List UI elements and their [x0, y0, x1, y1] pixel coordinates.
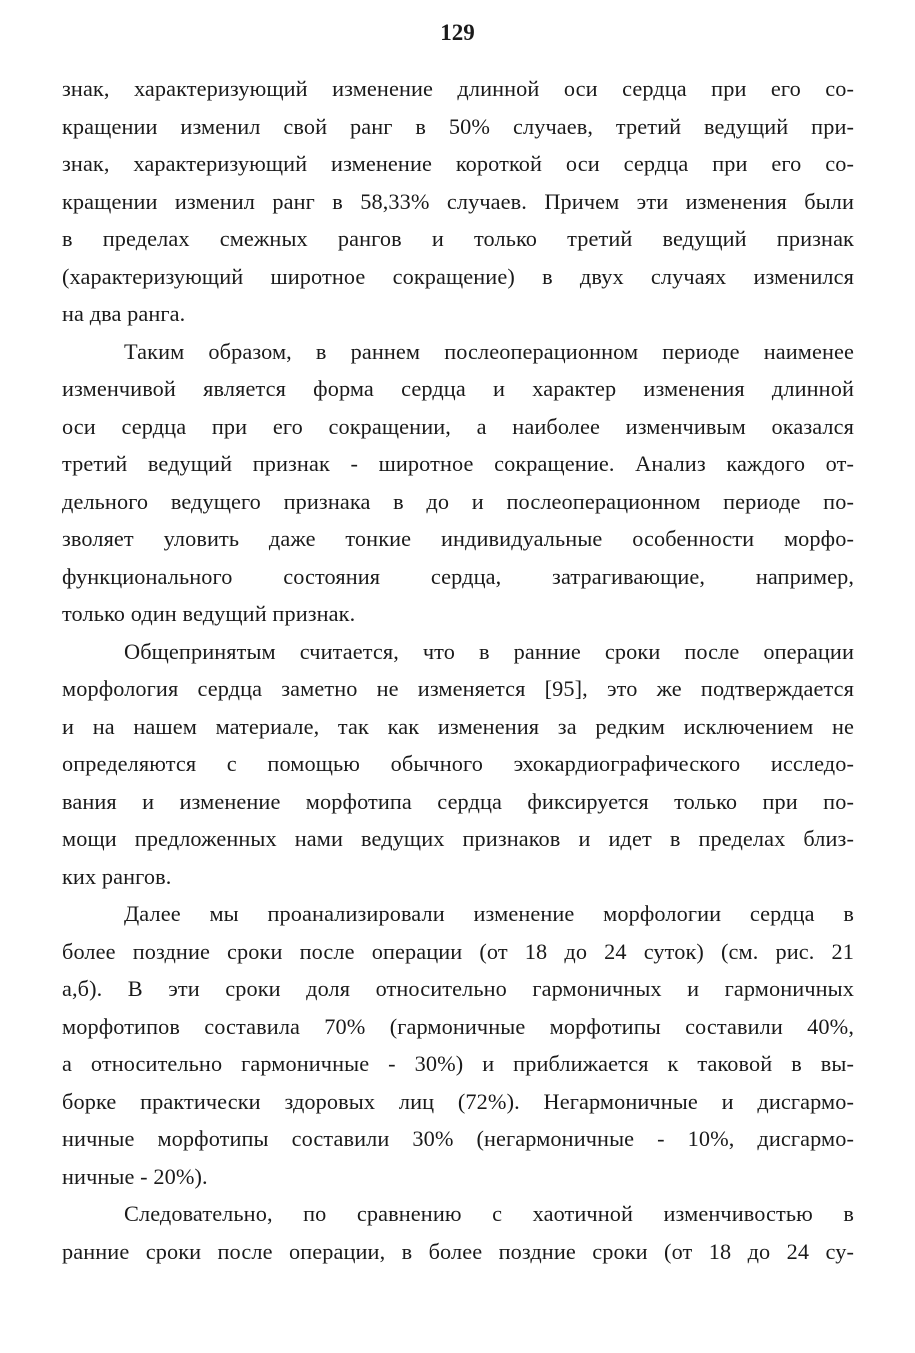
text-line: ничные - 20%). — [62, 1163, 208, 1189]
text-line: Общепринятым считается, что в ранние сроки после операции — [124, 638, 854, 664]
paragraph-2 — [62, 333, 854, 633]
document-body — [62, 70, 854, 1270]
text-line: определяются с помощью обычного эхокардиографического исследо- — [62, 751, 854, 776]
text-line: в пределах смежных рангов и только третий ведущий признак — [62, 226, 854, 251]
text-line: более поздние сроки после операции (от 18 до 24 суток) (см. рис. 21 — [62, 938, 854, 964]
paragraph-5 — [62, 1195, 854, 1270]
text-line: кращении изменил ранг в 58,33% случаев. Причем эти изменения были — [62, 188, 854, 214]
text-line: (характеризующий широтное сокращение) в двух случаях изменился — [62, 263, 854, 289]
text-line: дельного ведущего признака в до и послеоперационном периоде по- — [62, 488, 854, 514]
text-line: зволяет уловить даже тонкие индивидуальные особенности морфо- — [62, 526, 854, 551]
text-line: изменчивой является форма сердца и характер изменения длинной — [62, 376, 854, 401]
text-line: ничные морфотипы составили 30% (негармоничные - 10%, дисгармо- — [62, 1126, 854, 1151]
text-line: морфотипов составила 70% (гармоничные морфотипы составили 40%, — [62, 1013, 854, 1039]
text-line: ранние сроки после операции, в более поздние сроки (от 18 до 24 су- — [62, 1238, 854, 1264]
text-line: кращении изменил свой ранг в 50% случаев, третий ведущий при- — [62, 113, 854, 139]
text-line: Следовательно, по сравнению с хаотичной изменчивостью в — [124, 1201, 854, 1226]
text-line: мощи предложенных нами ведущих признаков и идет в пределах близ- — [62, 826, 854, 851]
text-line: третий ведущий признак - широтное сокращение. Анализ каждого от- — [62, 451, 854, 476]
text-line: Таким образом, в раннем послеоперационном периоде наименее — [124, 338, 854, 364]
text-line: оси сердца при его сокращении, а наиболее изменчивым оказался — [62, 413, 854, 439]
text-line: Далее мы проанализировали изменение морфологии сердца в — [124, 901, 854, 926]
text-line: борке практически здоровых лиц (72%). Негармоничные и дисгармо- — [62, 1088, 854, 1114]
text-line: только один ведущий признак. — [62, 601, 356, 626]
text-line: морфология сердца заметно не изменяется [95], это же подтверждается — [62, 676, 854, 701]
text-line: вания и изменение морфотипа сердца фиксируется только при по- — [62, 788, 854, 814]
text-line: на два ранга. — [62, 301, 186, 326]
text-line: и на нашем материале, так как изменения за редким исключением не — [62, 713, 854, 739]
text-line: а,б). В эти сроки доля относительно гармоничных и гармоничных — [62, 976, 854, 1001]
page-number: 129 — [440, 20, 475, 45]
text-line: ких рангов. — [62, 863, 172, 889]
text-line: знак, характеризующий изменение длинной оси сердца при его со- — [62, 76, 854, 101]
paragraph-4 — [62, 895, 854, 1195]
text-line: знак, характеризующий изменение короткой оси сердца при его со- — [62, 151, 854, 176]
text-line: функционального состояния сердца, затрагивающие, например, — [62, 563, 854, 589]
paragraph-3 — [62, 633, 854, 896]
text-line: а относительно гармоничные - 30%) и приближается к таковой в вы- — [62, 1051, 854, 1076]
paragraph-1 — [62, 70, 854, 333]
